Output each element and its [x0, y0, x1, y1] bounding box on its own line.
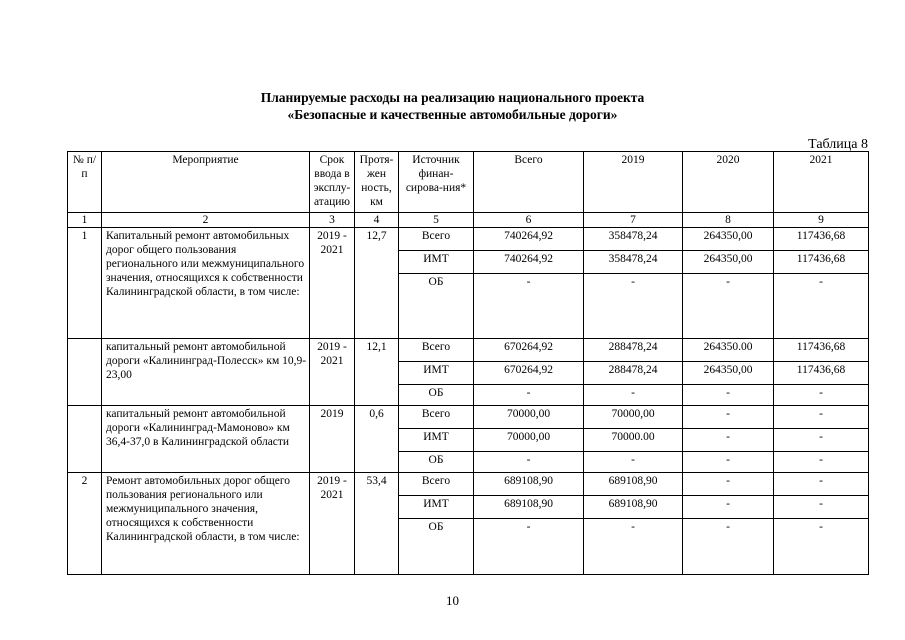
row-source: ИМТ [399, 429, 474, 452]
table-label: Таблица 8 [808, 137, 868, 152]
row-2020: - [683, 473, 774, 496]
document-title-line-2: «Безопасные и качественные автомобильные дороги» [287, 107, 618, 122]
row-2021: - [774, 406, 869, 429]
row-source: ИМТ [399, 362, 474, 385]
row-2020: - [683, 429, 774, 452]
row-total: 70000,00 [474, 429, 584, 452]
column-number: 6 [474, 213, 584, 228]
row-2019: - [584, 519, 683, 575]
header-length: Протя-жен ность, км [355, 152, 399, 213]
column-number: 9 [774, 213, 869, 228]
row-2020: 264350,00 [683, 228, 774, 251]
column-number: 5 [399, 213, 474, 228]
column-number: 3 [310, 213, 355, 228]
row-source: ОБ [399, 519, 474, 575]
row-2019: - [584, 385, 683, 406]
row-term: 2019 [310, 406, 355, 473]
row-length: 53,4 [355, 473, 399, 575]
row-2020: 264350.00 [683, 339, 774, 362]
row-total: 689108,90 [474, 473, 584, 496]
row-term: 2019 - 2021 [310, 228, 355, 339]
row-length: 12,7 [355, 228, 399, 339]
table-row [68, 228, 869, 251]
header-2020: 2020 [683, 152, 774, 213]
row-2021: - [774, 519, 869, 575]
row-source: ИМТ [399, 251, 474, 274]
row-term: 2019 - 2021 [310, 473, 355, 575]
row-2019: 358478,24 [584, 228, 683, 251]
row-2020: - [683, 496, 774, 519]
row-2021: - [774, 496, 869, 519]
row-2020: 264350,00 [683, 362, 774, 385]
row-total: 70000,00 [474, 406, 584, 429]
row-2019: 288478,24 [584, 362, 683, 385]
row-2019: 288478,24 [584, 339, 683, 362]
row-source: ОБ [399, 385, 474, 406]
row-total: 670264,92 [474, 339, 584, 362]
page-number: 10 [446, 593, 459, 608]
row-total: 740264,92 [474, 251, 584, 274]
header-term: Срок ввода в эксплу-атацию [310, 152, 355, 213]
row-2020: - [683, 406, 774, 429]
row-total: - [474, 452, 584, 473]
row-2021: 117436,68 [774, 228, 869, 251]
column-numbers-row [68, 213, 869, 228]
row-source: ОБ [399, 274, 474, 339]
row-2021: 117436,68 [774, 251, 869, 274]
row-2020: - [683, 452, 774, 473]
column-number: 8 [683, 213, 774, 228]
row-event: капитальный ремонт автомобильной дороги «Калининград-Мамоново» км 36,4-37,0 в Калининградской области [102, 406, 310, 473]
row-2021: 117436,68 [774, 362, 869, 385]
row-2021: - [774, 473, 869, 496]
row-2019: 689108,90 [584, 473, 683, 496]
row-2020: - [683, 519, 774, 575]
row-source: Всего [399, 473, 474, 496]
row-event: капитальный ремонт автомобильной дороги «Калининград-Полесск» км 10,9-23,00 [102, 339, 310, 406]
header-2021: 2021 [774, 152, 869, 213]
column-number: 7 [584, 213, 683, 228]
row-total: 740264,92 [474, 228, 584, 251]
header-source: Источник финан-сирова-ния* [399, 152, 474, 213]
row-event: Капитальный ремонт автомобильных дорог общего пользования регионального или межмуниципального значения, относящихся к собственности Калининградской области, в том числе: [102, 228, 310, 339]
row-2019: 70000,00 [584, 406, 683, 429]
row-2021: - [774, 452, 869, 473]
row-2021: - [774, 429, 869, 452]
row-number [68, 339, 102, 406]
column-number: 2 [102, 213, 310, 228]
row-2019: 689108,90 [584, 496, 683, 519]
row-total: - [474, 519, 584, 575]
table-row [68, 473, 869, 496]
document-title-line-1: Планируемые расходы на реализацию национального проекта [260, 90, 645, 105]
row-2020: 264350,00 [683, 251, 774, 274]
row-2021: - [774, 274, 869, 339]
header-2019: 2019 [584, 152, 683, 213]
table-row [68, 339, 869, 362]
row-2019: 358478,24 [584, 251, 683, 274]
header-event: Мероприятие [102, 152, 310, 213]
row-2019: - [584, 452, 683, 473]
row-number: 2 [68, 473, 102, 575]
row-total: - [474, 274, 584, 339]
row-2020: - [683, 274, 774, 339]
table-header-row [68, 152, 869, 213]
row-number [68, 406, 102, 473]
row-term: 2019 - 2021 [310, 339, 355, 406]
table-row [68, 406, 869, 429]
row-source: Всего [399, 339, 474, 362]
row-2019: 70000.00 [584, 429, 683, 452]
row-length: 12,1 [355, 339, 399, 406]
row-source: ИМТ [399, 496, 474, 519]
row-2021: - [774, 385, 869, 406]
row-source: ОБ [399, 452, 474, 473]
row-2020: - [683, 385, 774, 406]
row-2021: 117436,68 [774, 339, 869, 362]
expenses-table [67, 151, 869, 575]
row-total: - [474, 385, 584, 406]
row-event: Ремонт автомобильных дорог общего пользования регионального или межмуниципального значения, относящихся к собственности Калининградской области, в том числе: [102, 473, 310, 575]
row-length: 0,6 [355, 406, 399, 473]
row-2019: - [584, 274, 683, 339]
header-num: № п/п [68, 152, 102, 213]
row-number: 1 [68, 228, 102, 339]
row-source: Всего [399, 406, 474, 429]
header-total: Всего [474, 152, 584, 213]
row-source: Всего [399, 228, 474, 251]
column-number: 4 [355, 213, 399, 228]
row-total: 689108,90 [474, 496, 584, 519]
column-number: 1 [68, 213, 102, 228]
row-total: 670264,92 [474, 362, 584, 385]
